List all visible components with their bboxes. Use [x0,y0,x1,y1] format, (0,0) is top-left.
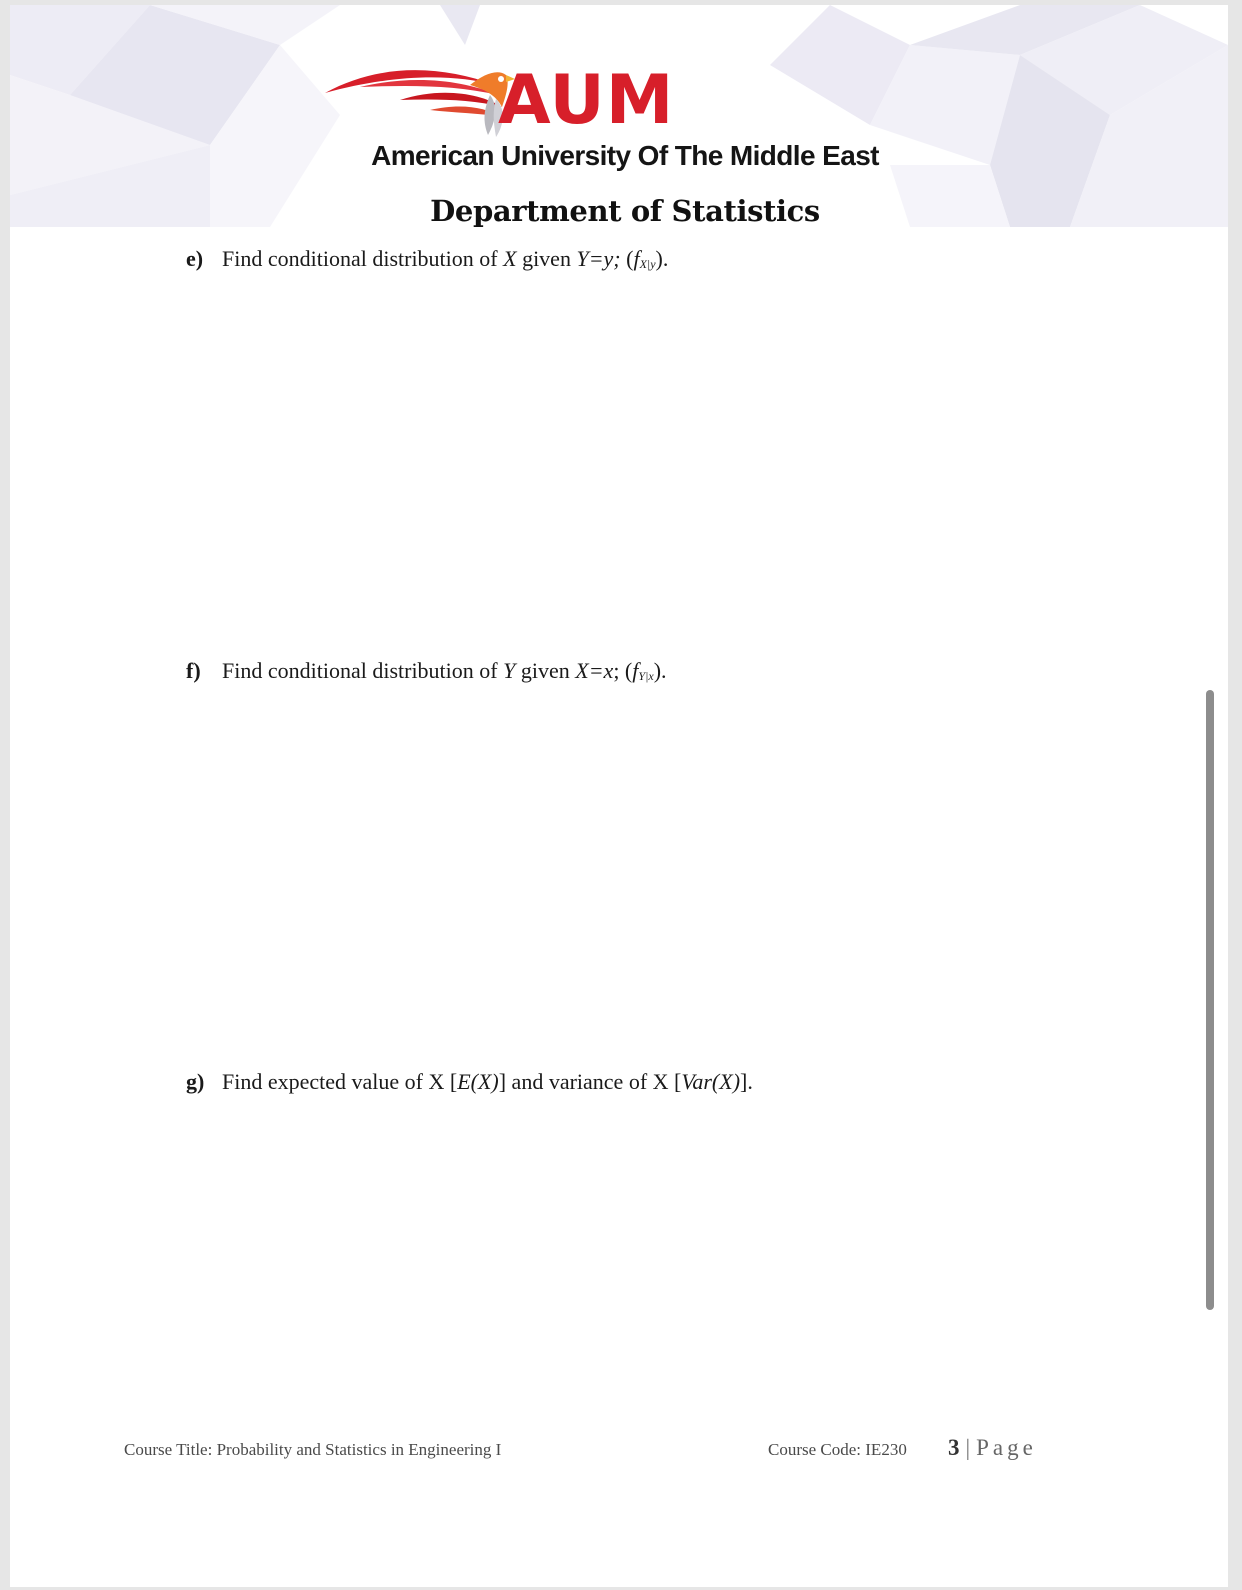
phoenix-bird-logo [320,55,520,140]
page-number [948,1433,1037,1463]
condition: X=x [575,658,614,683]
variance-expression: Var(X) [681,1069,741,1094]
course-code: Course Code: IE230 [768,1440,907,1459]
department-title: Department of Statistics [430,194,820,228]
question-g [186,1068,753,1096]
question-text: Find conditional distribution of [222,658,504,683]
logo-text: AUM [498,61,675,140]
question-text: given [516,246,577,271]
function-subscript: X|y [639,257,656,271]
page-word: Page [976,1435,1037,1460]
condition: Y=y; [576,246,621,271]
question-text: Find expected value of X [ [222,1069,458,1094]
question-text: ; ( [613,658,633,683]
question-f [186,657,667,690]
question-label: f) [186,658,201,683]
question-text: ]. [740,1069,753,1094]
university-name: American University Of The Middle East [371,140,879,171]
page-separator: | [965,1435,971,1460]
question-e [186,245,668,278]
question-text: ( [620,246,634,271]
question-text: Find conditional distribution of [222,246,504,271]
function-symbol: f [633,246,640,271]
vertical-scrollbar[interactable] [1206,690,1214,1310]
page-number-value: 3 [948,1435,960,1460]
question-text: ). [653,658,667,683]
variable: Y [503,658,516,683]
expected-value-expression: E(X) [457,1069,499,1094]
question-label: e) [186,246,204,271]
function-symbol: f [632,658,639,683]
question-text: ). [655,246,669,271]
function-subscript: Y|x [638,669,654,683]
question-text: given [515,658,576,683]
document-page [10,5,1228,1587]
question-label: g) [186,1069,205,1094]
course-title: Course Title: Probability and Statistics in Engineering I [124,1440,502,1459]
question-text: ] and variance of X [ [498,1069,682,1094]
variable: X [503,246,517,271]
